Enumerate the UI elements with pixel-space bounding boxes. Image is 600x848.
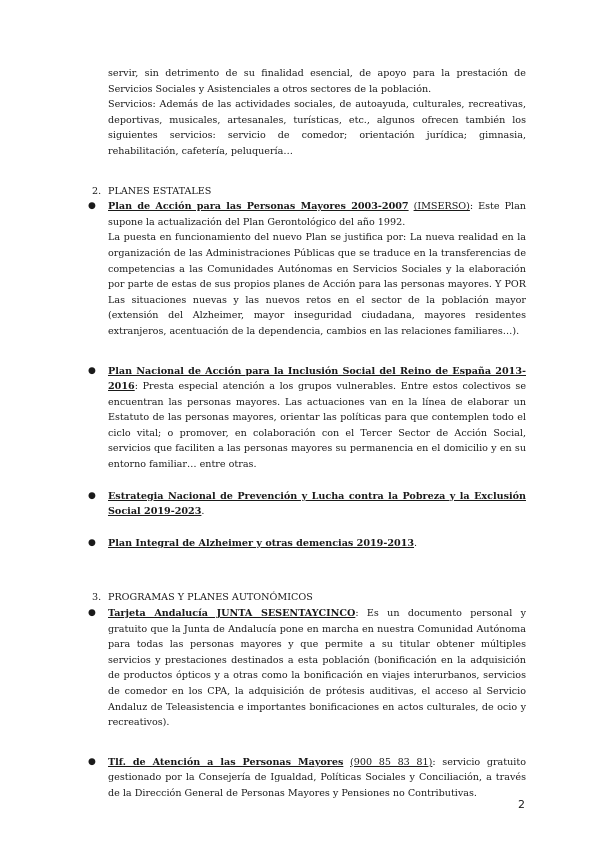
list-item-text: : servicio gratuito gestionado por la Consejería de Igualdad, Políticas Sociales y Conciliación, a través de la Dirección General de Personas Mayores y Pensiones no Contributivas. [108,756,526,799]
bullet-dot-icon: ● [88,537,96,548]
page-content [88,66,527,802]
list-item [88,755,526,802]
list-item-text: : Es un documento personal y gratuito que la Junta de Andalucía pone en marcha en nuestra Comunidad Autónoma para todas las personas mayores y que permite a su titular obtener múltiples servicios y prestaciones destinados a esta población (bonificación en la adquisición de productos ópticos y a otras como la bonificación en viajes interurbanos, servicios de comedor en los CPA, la adquisición de prótesis auditivas, el acceso al Servicio Andaluz de Teleasistencia e importantes bonificaciones en actos culturales, de ocio y recreativos). [108,608,527,729]
list-item-note: (900 85 83 81) [350,756,433,768]
list-item [88,606,527,731]
list-item-title: Estrategia Nacional de Prevención y Lucha contra la Pobreza y la Exclusión Social 2019-2023 [108,490,526,518]
list-item-note: (IMSERSO) [413,201,470,213]
intro-paragraph-1: servir, sin detrimento de su finalidad esencial, de apoyo para la prestación de Servicios Sociales y Asistenciales a otros sectores de la población. [108,68,526,95]
list-item-text: : Presta especial atención a los grupos vulnerables. Entre estos colectivos se encuentran las personas mayores. Las actuaciones van en la línea de elaborar un Estatuto de las personas mayores, orientar las políticas para que contemplen todo el ciclo vital; o promover, en colaboración con el Tercer Sector de Acción Social, servicios que faciliten a las personas mayores su permanencia en el domicilio y en su entorno familiar… entre otras. [108,381,526,471]
list-item [88,536,526,552]
bullet-dot-icon: ● [88,365,96,376]
list-item-extra: La puesta en funcionamiento del nuevo Plan se justifica por: La nueva realidad en la organización de las Administraciones Públicas que se traduce en la transferencias de competencias a las Comunidades Autónomas en Servicios Sociales y la elaboración por parte de estas de sus propios planes de Acción para las personas mayores. Y POR Las situaciones nuevas y las nuevos retos en el sector de la población mayor (extensión del Alzheimer, mayor inseguridad ciudadana, mayores residentes extranjeros, acentuación de la dependencia, cambios en las relaciones familiares…). [108,232,526,337]
section-3-heading [92,590,526,606]
bullet-dot-icon: ● [88,608,96,619]
page-number: 2 [518,798,525,811]
list-item-title: Plan Integral de Alzheimer y otras demencias 2019-2013 [108,537,415,549]
list-item-title: Plan Nacional de Acción para la Inclusión Social del Reino de España 2013-2016 [108,365,526,393]
list-item [88,489,526,520]
section-3-number: 3. [92,592,102,604]
list-item-text: : Este Plan supone la actualización del Plan Gerontológico del año 1992. [108,201,526,228]
intro-paragraph-2: Servicios: Además de las actividades sociales, de autoayuda, culturales, recreativas, deportivas, musicales, artesanales, turísticas, etc., algunos ofrecen también los siguientes servicios: servicio de comedor; orientación jurídica; gimnasia, rehabilitación, cafetería, peluquería… [108,99,526,157]
section-2-title: PLANES ESTATALES [108,185,212,197]
bullet-dot-icon: ● [88,756,96,767]
bullet-dot-icon: ● [88,490,96,501]
list-item [88,364,526,473]
list-item-text: . [201,506,205,518]
list-item [88,199,526,339]
list-item-title: Plan de Acción para las Personas Mayores 2003-2007 [108,201,409,213]
section-2-heading [92,184,526,200]
section-2-number: 2. [92,185,102,197]
bullet-dot-icon: ● [88,201,96,212]
list-item-text: . [414,537,418,549]
list-item-title: Tlf. de Atención a las Personas Mayores [108,756,344,768]
section-3-title: PROGRAMAS Y PLANES AUTONÓMICOS [108,592,313,604]
list-item-title: Tarjeta Andalucía JUNTA SESENTAYCINCO [108,608,356,620]
